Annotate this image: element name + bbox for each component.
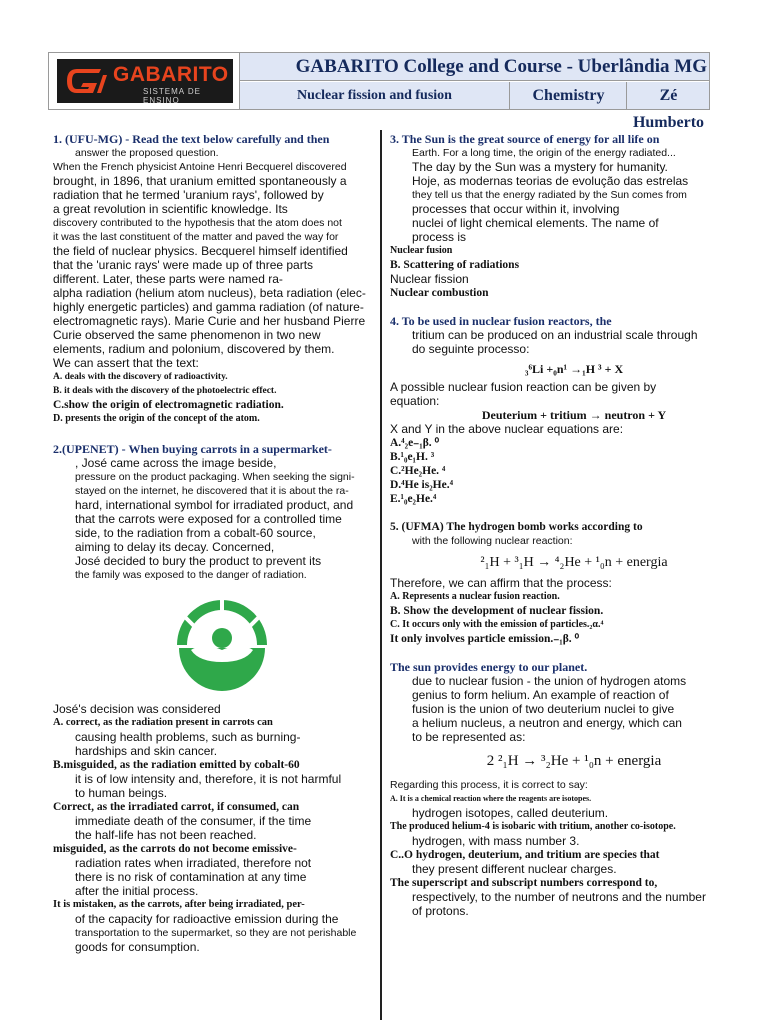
q4-line: tritium can be produced on an industrial scale through (412, 328, 698, 342)
q2-line: pressure on the product packaging. When seeking the signi- (75, 471, 355, 483)
q6-line: due to nuclear fusion - the union of hydrogen atoms (412, 674, 687, 688)
q2-option-c-line: immediate death of the consumer, if the time (75, 814, 312, 828)
q2-line: stayed on the internet, he discovered that it is about the ra- (75, 485, 349, 497)
q1-option-d: D. presents the origin of the concept of the atom. (53, 413, 260, 424)
q2-option-b-line: it is of low intensity and, therefore, it is not harmful (75, 772, 342, 786)
q1-option-a: A. deals with the discovery of radioactivity. (53, 372, 228, 382)
author-label: Zé Humberto (626, 82, 710, 109)
page-title: GABARITO College and Course - Uberlândia MG (240, 53, 709, 81)
q2-line: side, to the radiation from a cobalt-60 source, (75, 526, 316, 540)
q1-line: discovery contributed to the hypothesis that the atom does not (53, 217, 342, 229)
q6-option-c: C..O hydrogen, deuterium, and tritium are species that (390, 849, 660, 861)
q2-line: aiming to delay its decay. Concerned, (75, 540, 275, 554)
logo-cell (49, 53, 240, 109)
q3-line: process is (412, 230, 467, 244)
q1-option-c: C.show the origin of electromagnetic radiation. (53, 399, 284, 411)
q3-option-c: Nuclear fission (390, 272, 469, 286)
q1-line: highly energetic particles) and gamma radiation (of nature- (53, 300, 364, 314)
q1-line: Curie observed the same phenomenon in two new (53, 328, 321, 342)
q6-line: Regarding this process, it is correct to say: (390, 779, 588, 791)
q1-line: radiation that he termed 'uranium rays', followed by (53, 188, 324, 202)
q6-option-d-line: respectively, to the number of neutrons and the number (412, 890, 706, 904)
q6-equation: 2 ²₁H → ³₂He + ¹₀n + energia (486, 753, 662, 769)
q1-option-b: B. it deals with the discovery of the photoelectric effect. (53, 386, 277, 396)
q6-option-a-line: hydrogen isotopes, called deuterium. (412, 806, 609, 820)
q1-line: different. Later, these parts were named ra- (53, 272, 283, 286)
q5-option-b: B. Show the development of nuclear fission. (390, 605, 604, 617)
q6-option-d-line: of protons. (412, 904, 469, 918)
subject-label: Chemistry (509, 82, 627, 109)
q5-option-c: C. It occurs only with the emission of particles.₂α.⁴ (390, 619, 604, 630)
q1-line: alpha radiation (helium atom nucleus), beta radiation (elec- (53, 286, 366, 300)
q2-option-e-line: goods for consumption. (75, 940, 200, 954)
q2-option-c-line: the half-life has not been reached. (75, 828, 257, 842)
q1-line: When the French physicist Antoine Henri Becquerel discovered (53, 161, 347, 173)
q3-option-b: B. Scattering of radiations (390, 259, 520, 271)
topic-label: Nuclear fission and fusion (297, 88, 452, 103)
right-column (390, 132, 758, 918)
radura-irradiation-icon (175, 598, 269, 692)
q4-equation-2: Deuterium + tritium → neutron + Y (481, 408, 667, 422)
q6-option-b-line: hydrogen, with mass number 3. (412, 834, 580, 848)
q3-option-a: Nuclear fusion (390, 245, 453, 256)
q4-option-c: C.²He₂He. ⁴ (390, 465, 446, 477)
q2-decision: José's decision was considered (53, 702, 221, 716)
q2-option-b-line: to human beings. (75, 786, 168, 800)
question-2-header: 2.(UPENET) - When buying carrots in a supermarket- (53, 442, 332, 456)
q4-line: A possible nuclear fusion reaction can be given by (390, 380, 657, 394)
question-1-header: 1. (UFU-MG) - Read the text below carefully and then (53, 132, 330, 146)
q3-line: The day by the Sun was a mystery for humanity. (412, 160, 668, 174)
q4-line: X and Y in the above nuclear equations are: (390, 422, 624, 436)
q2-option-d-line: after the initial process. (75, 884, 199, 898)
q5-line: Therefore, we can affirm that the process: (390, 576, 612, 590)
q3-line: they tell us that the energy radiated by the Sun comes from (412, 189, 687, 201)
logo-g-mark-icon (63, 63, 109, 99)
q2-option-a: A. correct, as the radiation present in carrots can (53, 717, 273, 728)
q4-line: equation: (390, 394, 440, 408)
q2-line: the family was exposed to the danger of radiation. (75, 569, 307, 581)
q6-line: fusion is the union of two deuterium nuclei to give (412, 702, 675, 716)
q3-line: nuclei of light chemical elements. The name of (412, 216, 659, 230)
q6-line: genius to form helium. An example of reaction of (412, 688, 669, 702)
q2-line: José decided to bury the product to prevent its (75, 554, 322, 568)
q3-line: Hoje, as modernas teorias de evolução das estrelas (412, 174, 689, 188)
q3-option-d: Nuclear combustion (390, 287, 489, 299)
document-header (48, 52, 710, 131)
q4-option-d: D.⁴He is₂He.⁴ (390, 479, 454, 491)
question-6-header: The sun provides energy to our planet. (390, 660, 588, 674)
logo-tagline: SISTEMA DE ENSINO (143, 87, 202, 105)
q2-option-d: misguided, as the carrots do not become emissive- (53, 843, 297, 855)
q6-option-c-line: they present different nuclear charges. (412, 862, 617, 876)
q6-option-b: The produced helium-4 is isobaric with tritium, another co-isotope. (390, 821, 676, 832)
column-divider (380, 130, 382, 1020)
radura-symbol-area (53, 594, 375, 696)
q2-option-e-line: transportation to the supermarket, so they are not perishable (75, 927, 357, 939)
logo-wordmark: GABARITO (113, 63, 229, 86)
q1-line: electromagnetic rays). Marie Curie and her husband Pierre (53, 314, 366, 328)
q2-line: that the carrots were exposed for a controlled time (75, 512, 342, 526)
header-subrow (240, 82, 709, 131)
q2-line: hard, international symbol for irradiated product, and (75, 498, 354, 512)
q3-line: processes that occur within it, involving (412, 202, 620, 216)
q4-line: do seguinte processo: (412, 342, 530, 356)
q1-line: a great revolution in scientific knowledge. Its (53, 202, 288, 216)
q1-line: elements, radium and polonium, discovered by them. (53, 342, 335, 356)
q2-option-c: Correct, as the irradiated carrot, if consumed, can (53, 801, 300, 813)
q4-option-a: A.⁴₂e₋₁β. ⁰ (390, 437, 440, 449)
q1-line: We can assert that the text: (53, 356, 199, 370)
q2-option-e-line: of the capacity for radioactive emission during the (75, 912, 339, 926)
q2-option-b: B.misguided, as the radiation emitted by cobalt-60 (53, 759, 300, 771)
q1-line: that the 'uranic rays' were made up of three parts (53, 258, 314, 272)
q2-line: , José came across the image beside, (75, 456, 277, 470)
q6-option-a: A. It is a chemical reaction where the reagents are isotopes. (390, 794, 592, 803)
q1-line: answer the proposed question. (75, 147, 219, 159)
gabarito-logo (57, 59, 233, 103)
q6-line: to be represented as: (412, 730, 526, 744)
q2-option-a-line: causing health problems, such as burning- (75, 730, 301, 744)
q4-option-b: B.¹₀e₁H. ³ (390, 451, 435, 463)
q2-option-a-line: hardships and skin cancer. (75, 744, 218, 758)
q6-line: a helium nucleus, a neutron and energy, which can (412, 716, 682, 730)
q3-line: Earth. For a long time, the origin of the energy radiated... (412, 147, 676, 159)
q2-option-d-line: there is no risk of contamination at any time (75, 870, 307, 884)
question-3-header: 3. The Sun is the great source of energy for all life on (390, 132, 660, 146)
q5-option-d: It only involves particle emission.₋₁β. ⁰ (390, 633, 580, 645)
question-5-header: 5. (UFMA) The hydrogen bomb works according to (390, 521, 643, 533)
left-column (53, 132, 375, 954)
question-4-header: 4. To be used in nuclear fusion reactors, the (390, 314, 612, 328)
q2-option-d-line: radiation rates when irradiated, therefore not (75, 856, 312, 870)
q4-equation-1: ₃⁶Li +₀n¹ →₁H ³ + X (524, 362, 624, 376)
q4-option-e: E.¹₀e₂He.⁴ (390, 493, 437, 505)
q1-line: the field of nuclear physics. Becquerel himself identified (53, 244, 348, 258)
q5-equation: ²₁H + ³₁H → ⁴₂He + ¹₀n + energia (480, 555, 668, 570)
q6-option-d: The superscript and subscript numbers correspond to, (390, 877, 658, 889)
q5-option-a: A. Represents a nuclear fusion reaction. (390, 591, 560, 602)
q1-line: brought, in 1896, that uranium emitted spontaneously a (53, 174, 347, 188)
q1-line: it was the last constituent of the matter and paved the way for (53, 231, 339, 243)
q5-line: with the following nuclear reaction: (412, 535, 573, 547)
q2-option-e: It is mistaken, as the carrots, after being irradiated, per- (53, 899, 305, 910)
